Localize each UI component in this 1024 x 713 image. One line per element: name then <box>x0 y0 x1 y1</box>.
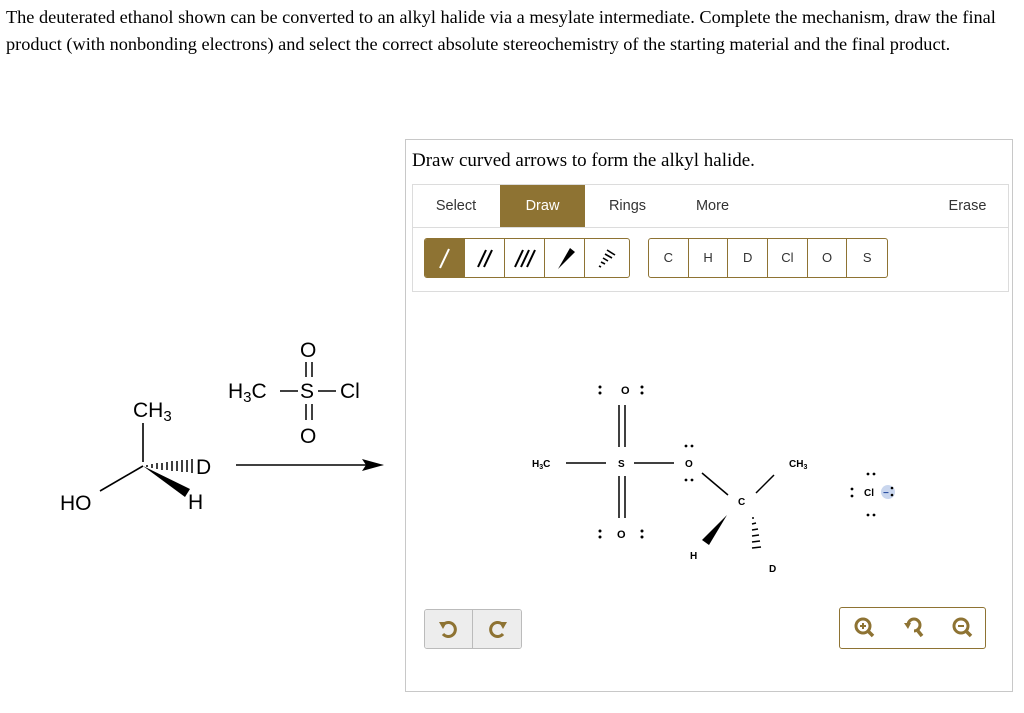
ho-label: HO <box>60 492 92 515</box>
reagent-o-top: O <box>300 339 317 362</box>
tab-more[interactable]: More <box>695 198 730 214</box>
zoom-reset-button[interactable] <box>889 608 938 648</box>
bond-o-c <box>702 473 728 495</box>
tab-erase[interactable]: Erase <box>948 198 987 214</box>
question-text: The deuterated ethanol shown can be converted to an alkyl halide via a mesylate intermediate. Complete the mechanism, draw the final product (with nonbonding electrons) and select the correct absolute stereochemistry of the starting material and the final product. <box>6 7 996 54</box>
canvas-hashed-wedge <box>752 518 761 548</box>
bond-ho <box>100 466 143 491</box>
reagent-o-bottom: O <box>300 425 317 448</box>
zoom-reset-icon <box>889 608 938 648</box>
tab-select[interactable]: Select <box>435 198 477 214</box>
undo-button[interactable] <box>425 610 473 648</box>
reagent-cl: Cl <box>340 380 360 403</box>
tab-rings[interactable]: Rings <box>608 198 647 214</box>
canvas-chloride: Cl <box>864 488 874 499</box>
solid-wedge-bond <box>143 466 190 497</box>
reagent-h3c: H3C <box>228 380 267 406</box>
atom-button-h[interactable]: H <box>689 239 729 277</box>
redo-button[interactable] <box>473 610 521 648</box>
canvas-ch3: $CH_3$ <box>789 459 808 471</box>
atom-button-c[interactable]: C <box>649 239 689 277</box>
canvas-d: D <box>769 564 777 575</box>
canvas-solid-wedge <box>702 515 727 545</box>
reagent-s: S <box>300 380 315 403</box>
zoom-out-button[interactable] <box>938 608 986 648</box>
history-controls <box>424 609 522 649</box>
bond-c-ch3 <box>756 475 774 493</box>
atom-button-o[interactable]: O <box>808 239 848 277</box>
canvas-c-center: C <box>738 497 746 508</box>
canvas-o-top: O <box>621 385 630 397</box>
zoom-out-icon <box>938 608 986 648</box>
zoom-in-button[interactable] <box>840 608 889 648</box>
canvas-h3c: $H_3C$ <box>532 459 551 471</box>
canvas-h: H <box>690 551 698 562</box>
redo-icon <box>473 610 521 648</box>
ch3-label: CH3 <box>133 399 172 425</box>
undo-icon <box>425 610 473 648</box>
d-label: D <box>196 456 212 479</box>
panel-title: Draw curved arrows to form the alkyl halide. <box>412 150 755 171</box>
zoom-controls <box>839 607 986 649</box>
hashed-wedge-bond <box>147 459 192 473</box>
canvas-o-bottom: O <box>617 529 626 541</box>
drawing-panel <box>405 139 1013 692</box>
starting-material-scheme <box>0 320 400 520</box>
zoom-in-icon <box>840 608 889 648</box>
atom-button-cl[interactable]: Cl <box>768 239 808 277</box>
canvas-s: S <box>618 459 625 470</box>
tab-draw[interactable]: Draw <box>500 185 585 227</box>
h-label: H <box>188 491 204 514</box>
canvas-chloride-charge: − <box>883 488 889 499</box>
atom-button-d[interactable]: D <box>728 239 768 277</box>
canvas-o-ester: O <box>685 459 693 470</box>
atom-button-s[interactable]: S <box>862 250 872 265</box>
